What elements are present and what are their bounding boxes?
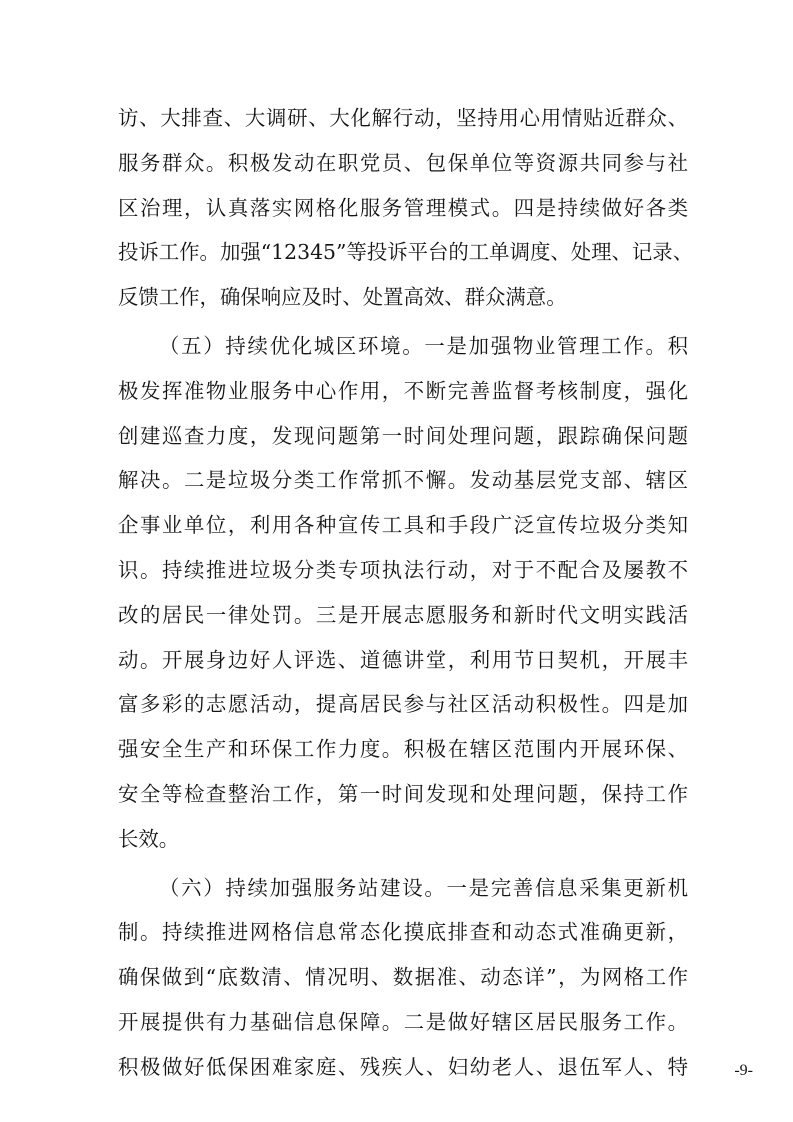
paragraph-heading-line: （六）持续加强服务站建设。一是完善信息采集更新机 [159, 875, 688, 900]
text-line: 长效。 [118, 826, 180, 851]
text-line: 区治理，认真落实网格化服务管理模式。四是持续做好各类 [118, 195, 688, 220]
text-line: 安全等检查整治工作，第一时间发现和处理问题，保持工作 [118, 781, 688, 806]
text-line: 开展提供有力基础信息保障。二是做好辖区居民服务工作。 [118, 1009, 688, 1034]
text-line: 积极做好低保困难家庭、残疾人、妇幼老人、退伍军人、特 [118, 1054, 688, 1079]
text-line: 企事业单位，利用各种宣传工具和手段广泛宣传垃圾分类知 [118, 513, 688, 538]
page-number: -9- [734, 1062, 753, 1079]
text-line: 解决。二是垃圾分类工作常抓不懈。发动基层党支部、辖区 [118, 468, 688, 493]
text-line: 确保做到“底数清、情况明、数据准、动态详”，为网格工作 [118, 965, 688, 990]
text-line: 反馈工作，确保响应及时、处置高效、群众满意。 [118, 285, 567, 310]
text-line: 改的居民一律处罚。三是开展志愿服务和新时代文明实践活 [118, 602, 688, 627]
paragraph-heading-line: （五）持续优化城区环境。一是加强物业管理工作。积 [159, 333, 688, 358]
text-line: 极发挥准物业服务中心作用，不断完善监督考核制度，强化 [118, 378, 688, 403]
text-line: 动。开展身边好人评选、道德讲堂，利用节日契机，开展丰 [118, 647, 688, 672]
text-line: 服务群众。积极发动在职党员、包保单位等资源共同参与社 [118, 150, 688, 175]
text-line: 富多彩的志愿活动，提高居民参与社区活动积极性。四是加 [118, 692, 688, 717]
text-line: 识。持续推进垃圾分类专项执法行动，对于不配合及屡教不 [118, 557, 688, 582]
text-line: 制。持续推进网格信息常态化摸底排查和动态式准确更新， [118, 920, 688, 945]
text-line: 创建巡查力度，发现问题第一时间处理问题，跟踪确保问题 [118, 423, 688, 448]
text-line: 强安全生产和环保工作力度。积极在辖区范围内开展环保、 [118, 737, 688, 762]
text-line: 投诉工作。加强“12345”等投诉平台的工单调度、处理、记录、 [118, 240, 694, 265]
document-body [118, 96, 694, 1090]
text-line: 访、大排查、大调研、大化解行动，坚持用心用情贴近群众、 [118, 106, 688, 130]
